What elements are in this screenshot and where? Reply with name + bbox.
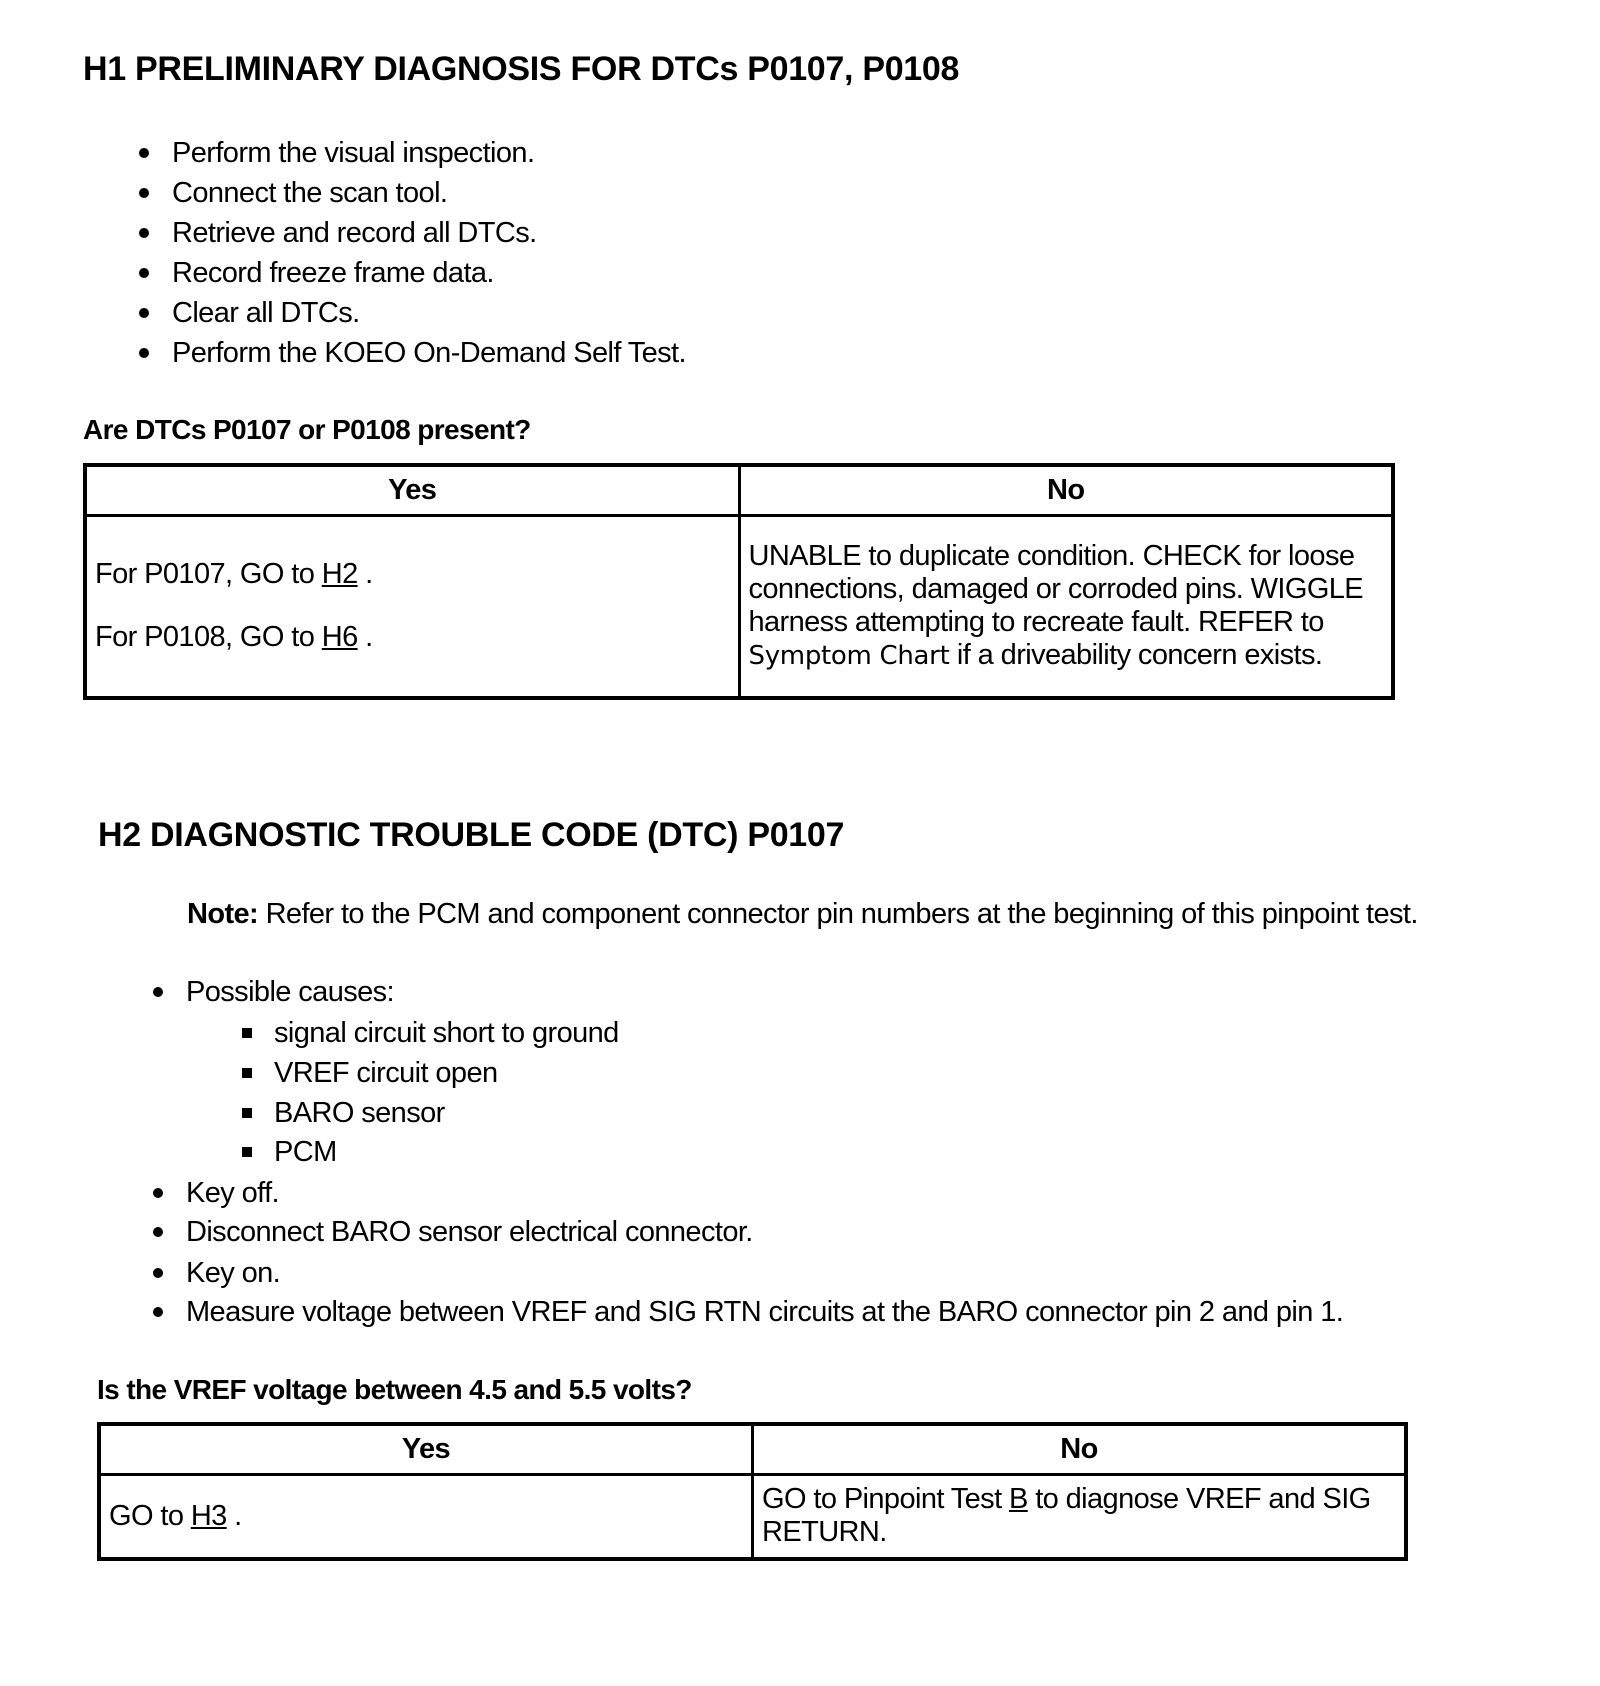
list-item: Perform the visual inspection.: [172, 137, 535, 169]
no-text-end: to diagnose VREF and SIG RETURN.: [762, 1483, 1371, 1549]
bullet-icon: [153, 1227, 163, 1237]
square-bullet-icon: [242, 1068, 252, 1078]
no-cell: [739, 515, 1393, 698]
bullet-icon: [139, 228, 149, 238]
yes-cell: [85, 515, 739, 698]
list-item: Connect the scan tool.: [172, 177, 448, 209]
yes-suffix: .: [357, 558, 373, 591]
no-text: GO to Pinpoint Test: [762, 1483, 1009, 1516]
yes-cell: [99, 1474, 753, 1559]
yes-line-p0107: [95, 558, 730, 591]
cause-item: VREF circuit open: [274, 1057, 498, 1089]
note-label: Note:: [187, 898, 259, 930]
bullet-icon: [153, 1307, 163, 1317]
list-item: Measure voltage between VREF and SIG RTN circuits at the BARO connector pin 2 and pin 1.: [186, 1296, 1344, 1328]
link-h2[interactable]: H2: [321, 558, 358, 591]
yes-suffix: .: [226, 1499, 242, 1532]
bullet-icon: [153, 1268, 163, 1278]
yes-suffix: .: [357, 621, 373, 654]
no-text-end: if a driveability concern exists.: [949, 638, 1323, 671]
link-pinpoint-test-b[interactable]: B: [1009, 1483, 1028, 1516]
no-cell: [753, 1474, 1407, 1559]
link-h3[interactable]: H3: [190, 1499, 227, 1532]
question-h2: Is the VREF voltage between 4.5 and 5.5 volts?: [97, 1374, 692, 1405]
no-text: UNABLE to duplicate condition. CHECK for loose connections, damaged or corroded pins. WIGGLE harness attempting to recreate fault. REFER to: [748, 539, 1364, 638]
no-header: No: [753, 1424, 1407, 1474]
bullet-icon: [139, 268, 149, 278]
bullet-icon: [139, 188, 149, 198]
yes-header: Yes: [99, 1424, 753, 1474]
h1-answer-table: [83, 463, 1395, 700]
yes-header: Yes: [85, 465, 739, 515]
cause-item: signal circuit short to ground: [274, 1017, 619, 1049]
list-item: Retrieve and record all DTCs.: [172, 217, 537, 249]
list-item: Key on.: [186, 1257, 281, 1289]
bullet-icon: [139, 308, 149, 318]
list-item-possible-causes: Possible causes:: [186, 976, 395, 1008]
link-h6[interactable]: H6: [321, 621, 358, 654]
yes-text: For P0107, GO to: [95, 558, 322, 591]
bullet-icon: [139, 348, 149, 358]
square-bullet-icon: [242, 1147, 252, 1157]
list-item: Key off.: [186, 1177, 280, 1209]
section-title-h1: H1 PRELIMINARY DIAGNOSIS FOR DTCs P0107, P0108: [83, 50, 960, 88]
list-item: Perform the KOEO On-Demand Self Test.: [172, 337, 686, 369]
square-bullet-icon: [242, 1108, 252, 1118]
question-h1: Are DTCs P0107 or P0108 present?: [83, 414, 531, 445]
h2-answer-table: [97, 1422, 1408, 1561]
bullet-icon: [153, 1188, 163, 1198]
bullet-icon: [139, 148, 149, 158]
note: [187, 897, 1418, 931]
yes-line-p0108: [95, 621, 730, 654]
yes-text: GO to: [109, 1499, 191, 1532]
square-bullet-icon: [242, 1028, 252, 1038]
list-item: Clear all DTCs.: [172, 297, 360, 329]
section-title-h2: H2 DIAGNOSTIC TROUBLE CODE (DTC) P0107: [98, 816, 845, 854]
symptom-chart-link[interactable]: Symptom Chart: [748, 640, 950, 671]
no-header: No: [739, 465, 1393, 515]
cause-item: BARO sensor: [274, 1097, 445, 1129]
yes-text: For P0108, GO to: [95, 621, 322, 654]
note-text: Refer to the PCM and component connector pin numbers at the beginning of this pinpoint test.: [258, 898, 1418, 930]
list-item: Record freeze frame data.: [172, 257, 494, 289]
list-item: Disconnect BARO sensor electrical connector.: [186, 1216, 753, 1248]
cause-item: PCM: [274, 1136, 337, 1168]
bullet-icon: [153, 987, 163, 997]
